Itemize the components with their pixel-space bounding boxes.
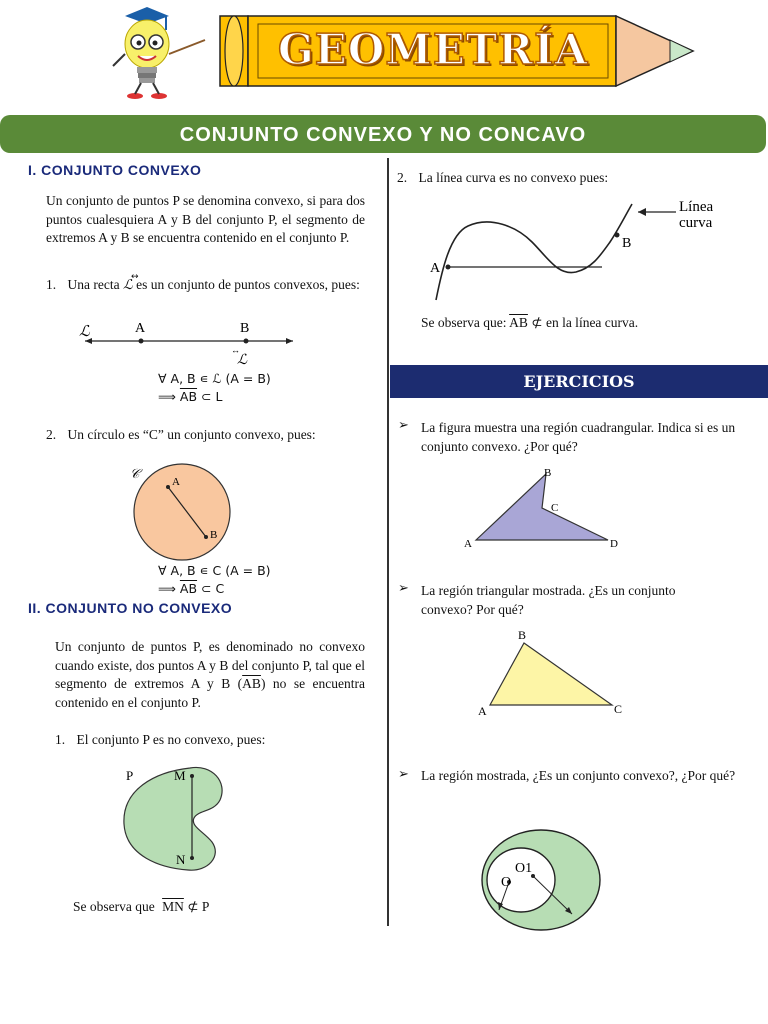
curve-figure — [420, 190, 730, 305]
section-title-non-convex: II. CONJUNTO NO CONVEXO — [28, 600, 233, 616]
section-title-convex: I. CONJUNTO CONVEXO — [28, 162, 202, 178]
line-label-l2: ℒ — [237, 353, 248, 368]
item-number: 1. — [55, 732, 66, 747]
point-label-c: C — [614, 702, 623, 716]
item-non-convex-set — [55, 731, 365, 750]
item-number: 1. — [46, 277, 57, 292]
page-title: GEOMETRÍA — [277, 25, 589, 74]
math-circle-subset — [158, 581, 224, 596]
segment-ab: $\overline{AB}$ — [242, 676, 261, 691]
segment-ab: $\overline{AB}$ — [509, 315, 528, 330]
point-label-b: B — [518, 628, 527, 642]
observe-text: Se observa que — [73, 899, 155, 914]
line-arrow-over-icon: ↔ — [131, 272, 139, 282]
non-convex-definition — [55, 638, 365, 712]
topic-title: CONJUNTO CONVEXO Y NO CONCAVO — [179, 124, 587, 146]
point-label-n: N — [176, 852, 186, 867]
observe-text: Se observa que: — [421, 315, 507, 330]
point-label-a: A — [464, 538, 472, 550]
item-number: 2. — [397, 170, 408, 185]
point-label-d: D — [610, 538, 618, 550]
math-circle-forall: ∀ A, B ∊ C (A = B) — [158, 563, 271, 578]
point-label-b: B — [622, 236, 632, 251]
curve-label-2: curva — [679, 215, 713, 231]
line-figure — [75, 318, 300, 368]
point-label-b: B — [544, 467, 552, 479]
item-line-convex — [46, 276, 365, 295]
item-text-b: es un conjunto de puntos convexos, pues: — [136, 277, 360, 292]
center-label-o: O — [501, 875, 512, 890]
item-text: El conjunto P es no convexo, pues: — [76, 732, 266, 747]
line-arrow-icon: ↔ — [231, 345, 240, 355]
point-label-b: B — [210, 529, 218, 541]
point-label-b: B — [240, 321, 250, 336]
quadrilateral-figure — [460, 462, 630, 552]
exercise-1: La figura muestra una región cuadrangular. Indica si es un conjunto convexo. ¿Por qué? — [421, 420, 736, 454]
math-line-forall: ∀ A, B ∊ ℒ (A = B) — [158, 371, 271, 386]
point-label-m: M — [174, 768, 186, 783]
circle-label-c: 𝒞 — [130, 466, 140, 481]
item-text: Un círculo es “C” un conjunto convexo, pues: — [67, 427, 316, 442]
math-line-subset — [158, 389, 222, 404]
item-curve — [397, 169, 747, 188]
item-text-a: Una recta — [67, 277, 120, 292]
subset-text: ⊂ L — [201, 389, 223, 404]
point-label-c: C — [551, 502, 559, 514]
definition-text-a: Un conjunto de puntos P, es denominado no convexo cuando existe, dos puntos A y B del conjunto P, tal que el segmento de extremos A y B ( — [55, 639, 365, 691]
item-number: 2. — [46, 427, 57, 442]
point-label-a: A — [135, 321, 146, 336]
item-text: La línea curva es no convexo pues: — [418, 170, 609, 185]
bullet-arrow-icon: ➢ — [398, 767, 409, 782]
exercise-3: La región mostrada, ¿Es un conjunto convexo?, ¿Por qué? — [421, 768, 736, 783]
implies-symbol: ⟹ — [158, 389, 176, 404]
ring-figure — [475, 822, 605, 934]
kidney-figure — [120, 760, 240, 880]
implies-symbol: ⟹ — [158, 581, 176, 596]
bullet-arrow-icon: ➢ — [398, 418, 409, 433]
exercise-2: La región triangular mostrada. ¿Es un conjunto convexo? Por qué? — [421, 583, 676, 617]
lightbulb-mascot-icon — [105, 4, 215, 104]
curve-label-1: Línea — [679, 199, 714, 215]
convex-definition: Un conjunto de puntos P se denomina convexo, si para dos puntos cualesquiera A y B del conjunto P, el segmento de extremos A y B se encuentra contenido en el conjunto P. — [46, 193, 365, 245]
observe-mn — [73, 898, 209, 917]
segment-ab: $\overline{AB}$ — [179, 389, 198, 404]
mascot-logo — [105, 4, 215, 104]
not-subset-text: ⊄ en la línea curva. — [531, 315, 639, 330]
set-label-p: P — [126, 768, 134, 783]
triangle-figure — [470, 625, 630, 720]
segment-mn: $\overline{MN}$ — [162, 899, 184, 914]
point-label-a: A — [172, 476, 180, 488]
exercises-title: EJERCICIOS — [523, 372, 635, 391]
not-subset-text: ⊄ P — [187, 899, 210, 914]
item-circle-convex — [46, 426, 365, 445]
line-symbol: ℒ — [122, 277, 133, 292]
center-label-o1: O1 — [515, 861, 533, 876]
line-label-l: ℒ — [79, 324, 90, 340]
point-label-a: A — [478, 704, 487, 718]
definition-text-b: ) no se encuentra contenido en el conjunto P. — [55, 676, 365, 710]
point-label-a: A — [430, 261, 441, 276]
segment-ab: $\overline{AB}$ — [179, 581, 198, 596]
subset-text: ⊂ C — [201, 581, 225, 596]
bullet-arrow-icon: ➢ — [398, 581, 409, 596]
column-divider — [387, 158, 389, 926]
circle-figure — [126, 460, 256, 565]
observe-curve — [421, 314, 638, 333]
